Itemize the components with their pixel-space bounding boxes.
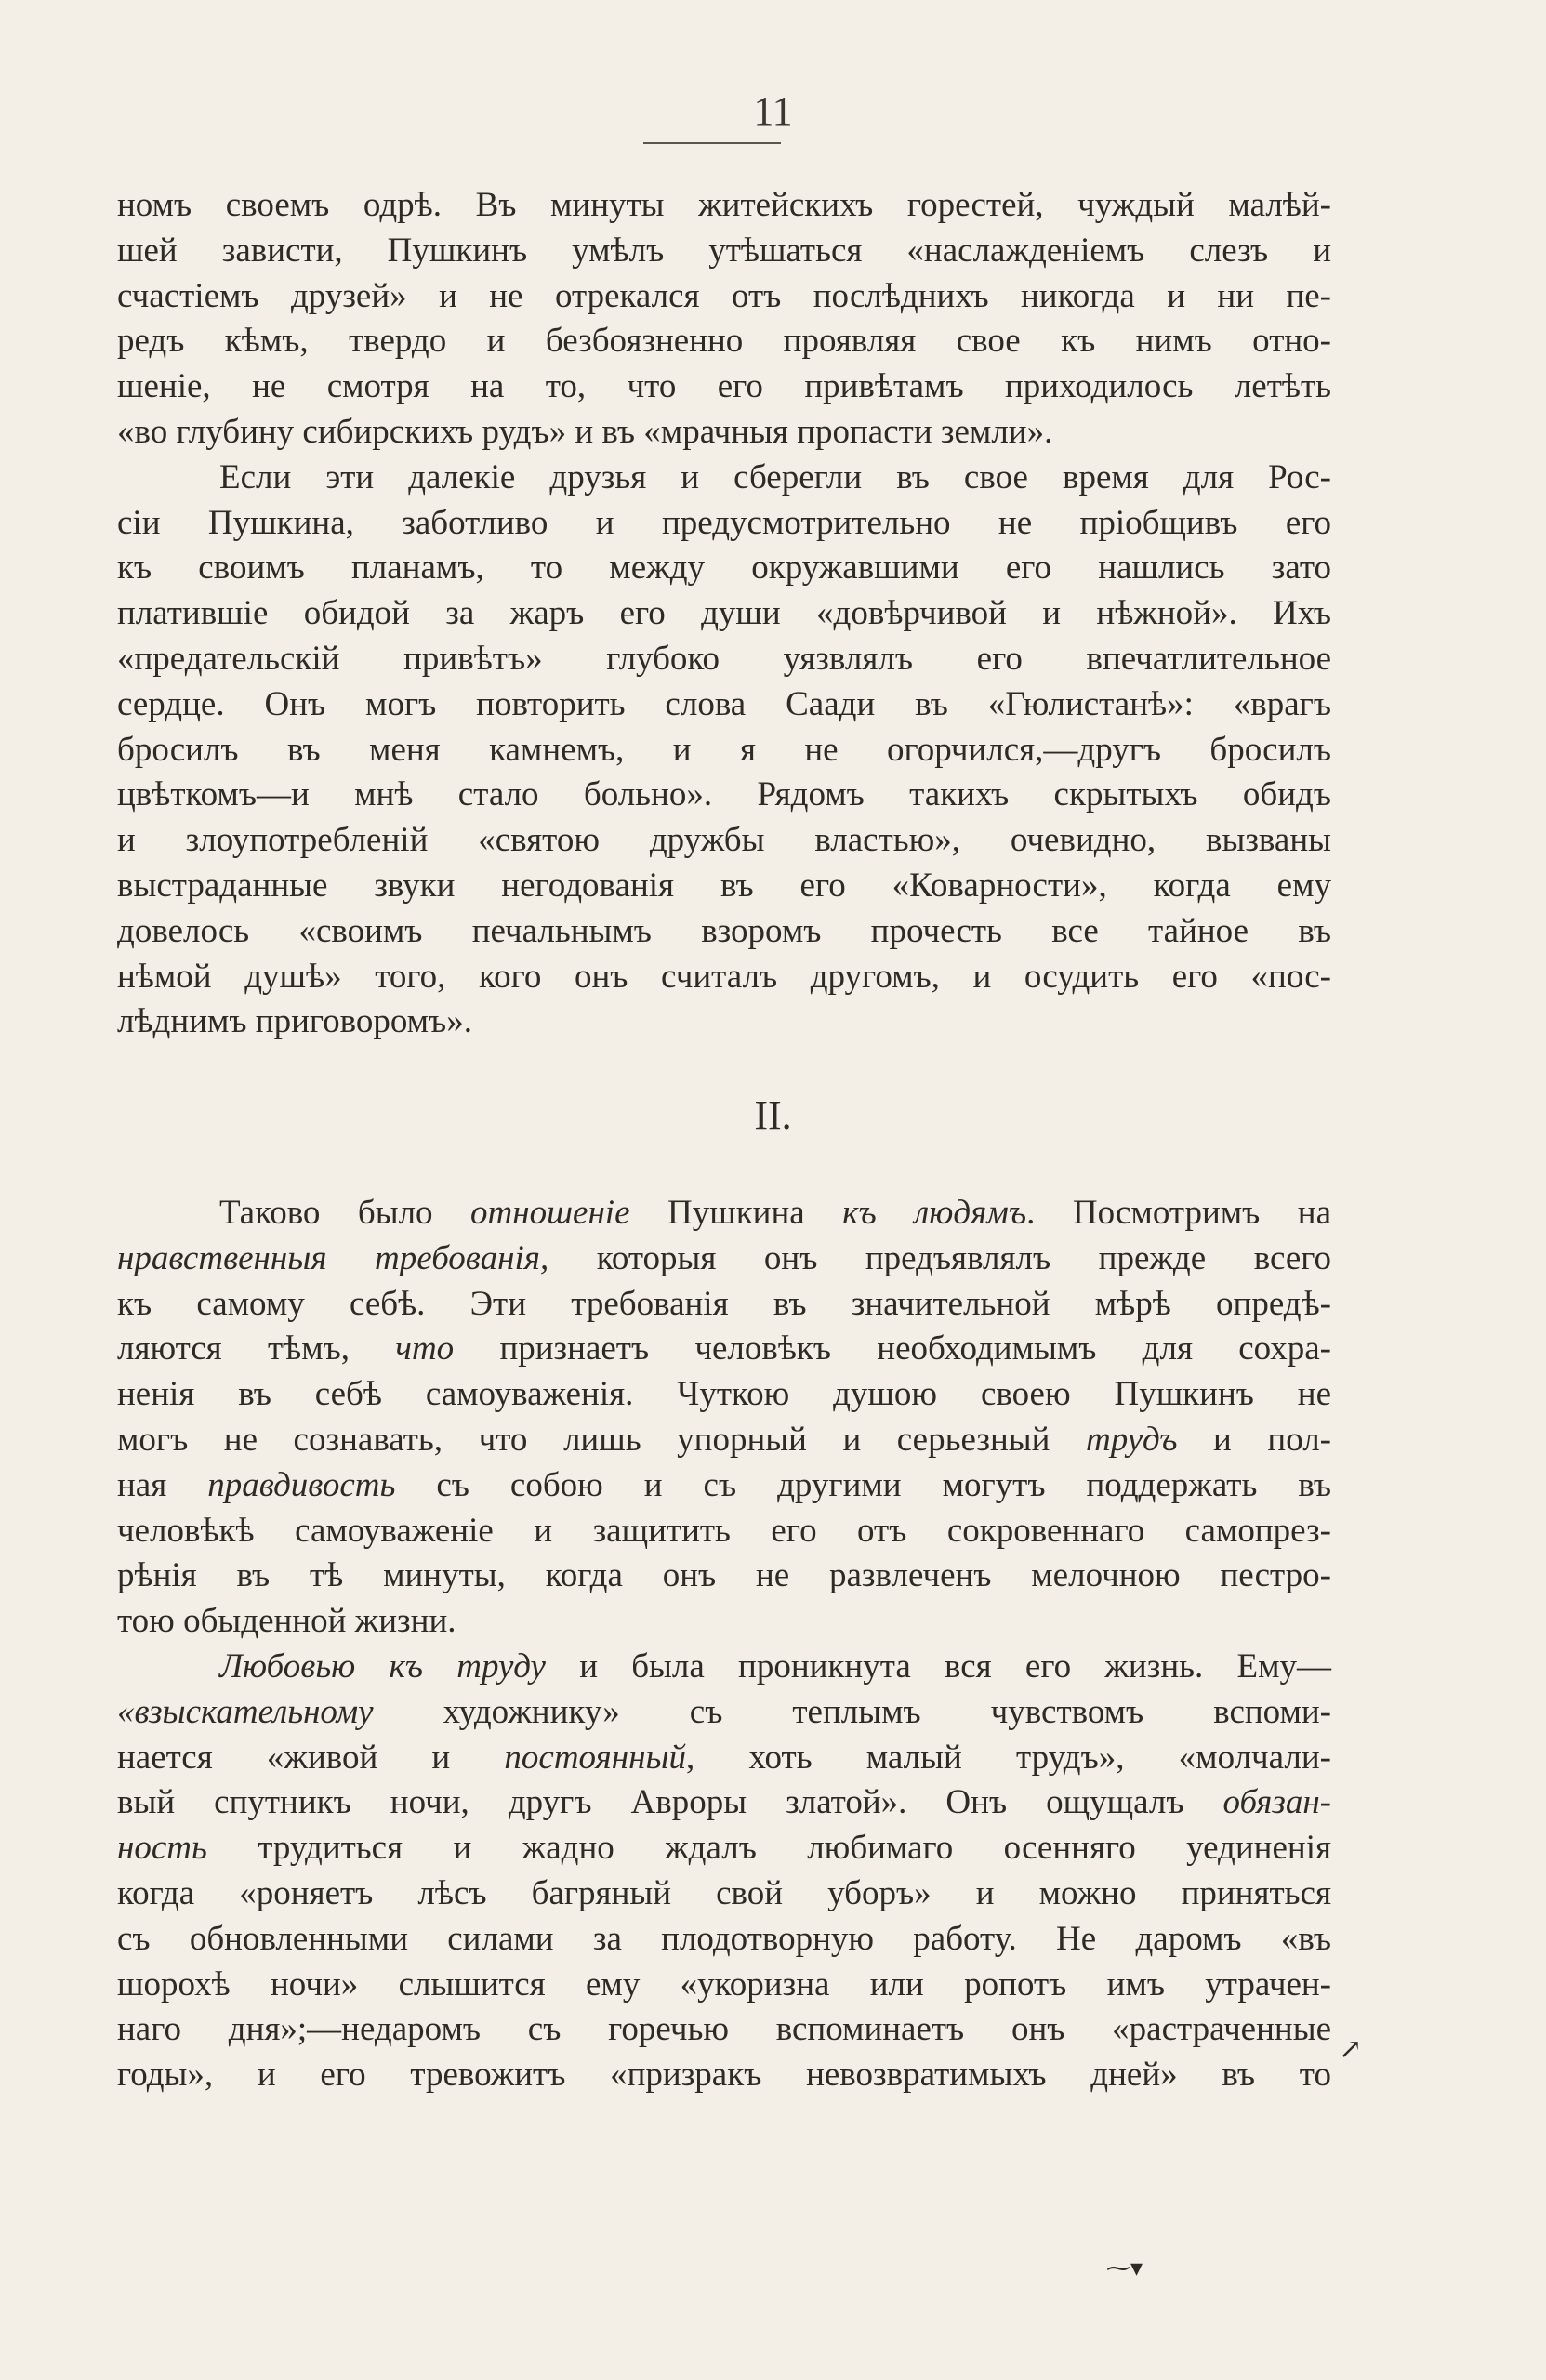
paragraph-line: къ самому себѣ. Эти требованія въ значительной мѣрѣ опредѣ- — [117, 1284, 1331, 1323]
paragraph-line: когда «роняетъ лѣсъ багряный свой уборъ» и можно приняться — [117, 1873, 1331, 1912]
paragraph-line: съ обновленными силами за плодотворную работу. Не даромъ «въ — [117, 1919, 1331, 1958]
paragraph-line: вый спутникъ ночи, другъ Авроры златой». Онъ ощущалъ обязан- — [117, 1783, 1331, 1822]
paragraph-line: счастіемъ друзей» и не отрекался отъ послѣднихъ никогда и ни пе- — [117, 276, 1331, 315]
paragraph-line: ляются тѣмъ, что признаетъ человѣкъ необходимымъ для сохра- — [117, 1329, 1331, 1368]
paragraph-line: тою обыденной жизни. — [117, 1602, 456, 1641]
paragraph-line: человѣкѣ самоуваженіе и защитить его отъ сокровеннаго самопрез- — [117, 1511, 1331, 1550]
text-block-1 — [117, 183, 1331, 1045]
paragraph-line: къ своимъ планамъ, то между окружавшими его нашлись зато — [117, 549, 1331, 588]
paragraph-line: нается «живой и постоянный, хоть малый трудъ», «молчали- — [117, 1738, 1331, 1777]
paragraph-line: редъ кѣмъ, твердо и безбоязненно проявляя свое къ нимъ отно- — [117, 322, 1331, 361]
paragraph-line: Любовью къ труду и была проникнута вся его жизнь. Ему— — [219, 1646, 1331, 1686]
section-heading: II. — [754, 1092, 792, 1138]
paragraph-line: шей зависти, Пушкинъ умѣлъ утѣшаться «наслажденіемъ слезъ и — [117, 231, 1331, 270]
paragraph-line: сердце. Онъ могъ повторить слова Саади въ «Гюлистанѣ»: «врагъ — [117, 684, 1331, 723]
paragraph-line: шеніе, не смотря на то, что его привѣтамъ приходилось летѣть — [117, 367, 1331, 406]
paragraph-line: «взыскательному художнику» съ теплымъ чувствомъ вспоми- — [117, 1692, 1331, 1731]
paragraph-line: ность трудиться и жадно ждалъ любимаго осенняго уединенія — [117, 1829, 1331, 1868]
paragraph-line: номъ своемъ одрѣ. Въ минуты житейскихъ горестей, чуждый малѣй- — [117, 186, 1331, 224]
page-number: 11 — [753, 88, 793, 134]
paragraph-line: цвѣткомъ—и мнѣ стало больно». Рядомъ такихъ скрытыхъ обидъ — [117, 775, 1331, 814]
paragraph-line: шорохѣ ночи» слышится ему «укоризна или ропотъ имъ утрачен- — [117, 1964, 1331, 2003]
margin-mark: ↗ — [1339, 2034, 1363, 2065]
paragraph-line: наго дня»;—недаромъ съ горечью вспоминаетъ онъ «растраченные — [117, 2010, 1331, 2049]
paragraph-line: сіи Пушкина, заботливо и предусмотрительно не пріобщивъ его — [117, 503, 1331, 542]
paragraph-line: довелось «своимъ печальнымъ взоромъ прочесть все тайное въ — [117, 911, 1331, 950]
paragraph-line: ная правдивость съ собою и съ другими могутъ поддержать въ — [117, 1465, 1332, 1504]
paragraph-line: нѣмой душѣ» того, кого онъ считалъ другомъ, и осудить его «пос- — [117, 957, 1331, 996]
paragraph-line: годы», и его тревожитъ «призракъ невозвратимыхъ дней» въ то — [117, 2056, 1331, 2095]
paragraph-line: выстраданные звуки негодованія въ его «Коварности», когда ему — [117, 866, 1331, 905]
paragraph-line: рѣнія въ тѣ минуты, когда онъ не развлеченъ мелочною пестро- — [117, 1556, 1331, 1595]
paragraph-line: могъ не сознавать, что лишь упорный и серьезный трудъ и пол- — [117, 1420, 1331, 1459]
bottom-mark: ⁓▾ — [1106, 2254, 1143, 2281]
paragraph-line: «во глубину сибирскихъ рудъ» и въ «мрачныя пропасти земли». — [117, 412, 1053, 451]
paragraph-line: «предательскій привѣтъ» глубоко уязвлялъ его впечатлительное — [117, 639, 1331, 678]
paragraph-line: платившіе обидой за жаръ его души «довѣрчивой и нѣжной». Ихъ — [117, 594, 1331, 633]
text-block-2 — [117, 1191, 1331, 2098]
paragraph-line: бросилъ въ меня камнемъ, и я не огорчился,—другъ бросилъ — [117, 730, 1331, 769]
paragraph-line: Если эти далекіе друзья и сберегли въ свое время для Рос- — [219, 457, 1331, 496]
paragraph-line: и злоупотребленій «святою дружбы властью», очевидно, вызваны — [117, 821, 1331, 860]
paragraph-line: нравственныя требованія, которыя онъ предъявлялъ прежде всего — [117, 1238, 1331, 1277]
page-number-rule — [643, 142, 781, 144]
paragraph-line: ненія въ себѣ самоуваженія. Чуткою душою своею Пушкинъ не — [117, 1375, 1331, 1414]
paragraph-line: Таково было отношеніе Пушкина къ людямъ. Посмотримъ на — [219, 1194, 1331, 1232]
paragraph-line: лѣднимъ приговоромъ». — [117, 1002, 472, 1041]
